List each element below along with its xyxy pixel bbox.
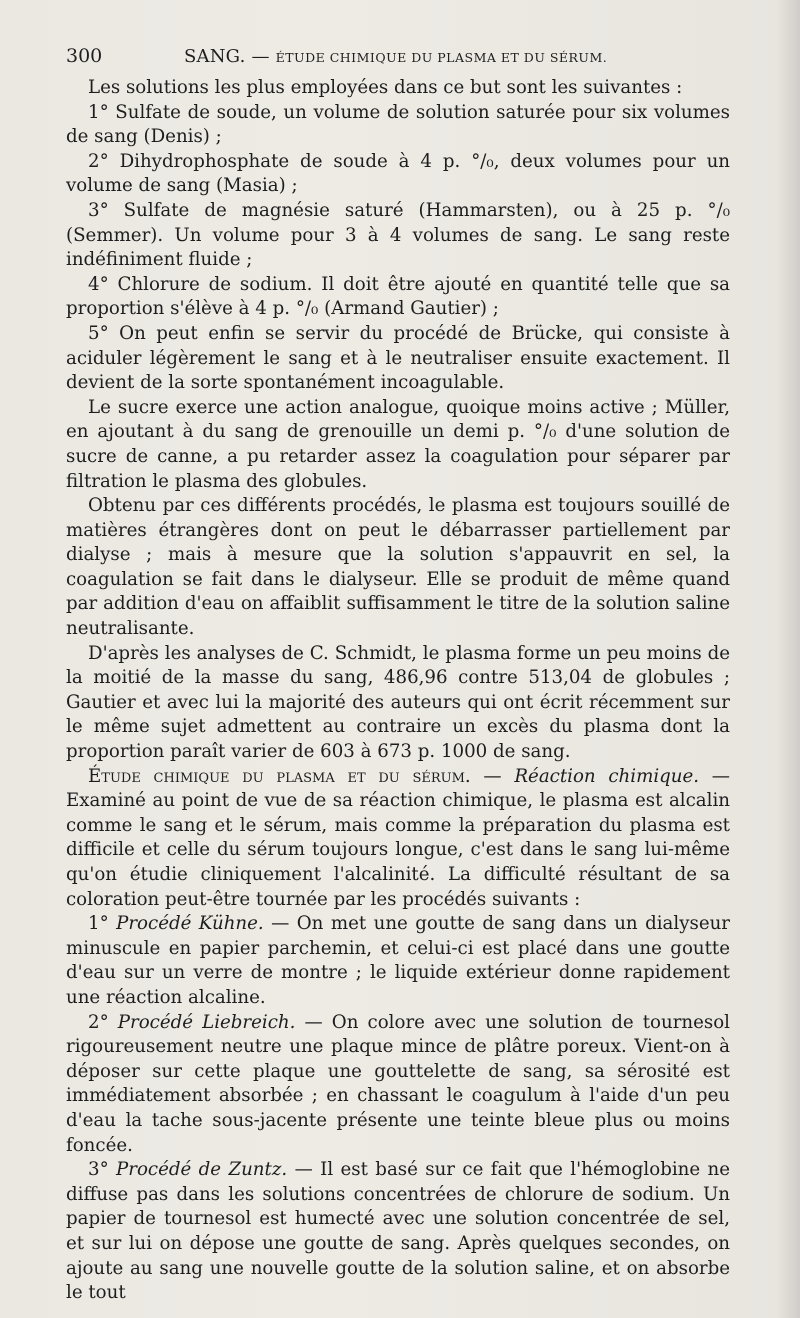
procedure-paragraph: 1° Procédé Kühne. — On met une goutte de sang dans un dialyseur minuscule en papier parchemin, et celui-ci est placé dans une goutte d'eau sur un verre de montre ; le liquide extérieur donne rapidement une réaction alcaline. <box>66 913 730 1008</box>
paragraph: Le sucre exerce une action analogue, quoique moins active ; Müller, en ajoutant à du sang de grenouille un demi p. °/₀ d'une solution de sucre de canne, a pu retarder assez la coagulation pour séparer par filtration le plasma des globules. <box>66 396 730 492</box>
running-head-main: SANG. — <box>184 46 270 67</box>
paragraph: D'après les analyses de C. Schmidt, le plasma forme un peu moins de la moitié de la masse du sang, 486,96 contre 513,04 de globules ; Gautier et avec lui la majorité des auteurs qui ont écrit récemment sur le même sujet admettent au contraire un excès du plasma dont la proportion paraît varier de 603 à 673 p. 1000 de sang. <box>66 642 730 763</box>
running-head-sub: ÉTUDE CHIMIQUE DU PLASMA ET DU SÉRUM. <box>275 50 608 65</box>
paragraph: 1° Sulfate de soude, un volume de solution saturée pour six volumes de sang (Denis) ; <box>66 101 730 148</box>
paragraph: Obtenu par ces différents procédés, le plasma est toujours souillé de matières étrangères dont on peut le débarrasser partiellement par dialyse ; mais à mesure que la solution s'appauvrit en sel, la coagulation se fait dans le dialyseur. Elle se produit de même quand par addition d'eau on affaiblit suffisamment le titre de la solution saline neutralisante. <box>66 495 730 640</box>
running-header <box>66 40 736 70</box>
section-heading: Étude chimique du plasma et du sérum. <box>88 765 471 787</box>
body-text <box>66 76 730 1306</box>
paragraph: Les solutions les plus employées dans ce but sont les suivantes : <box>88 77 683 98</box>
paragraph: 5° On peut enfin se servir du procédé de Brücke, qui consiste à aciduler légèrement le sang et à le neutraliser ensuite exactement. Il devient de la sorte spontanément incoagulable. <box>66 322 730 394</box>
running-head <box>184 46 607 67</box>
section-subheading: Réaction chimique. <box>514 765 700 787</box>
procedure-paragraph: 2° Procédé Liebreich. — On colore avec une solution de tournesol rigoureusement neutre une plaque mince de plâtre poreux. Vient-on à déposer sur cette plaque une gouttelette de sang, sa sérosité est immédiatement absorbée ; en chassant le coagulum à l'aide d'un peu d'eau la tache sous-jacente présente une teinte bleue plus ou moins foncée. <box>66 1011 730 1156</box>
procedure-name: Procédé Kühne. <box>116 913 264 935</box>
paragraph: 2° Dihydrophosphate de soude à 4 p. °/₀, deux volumes pour un volume de sang (Masia) ; <box>66 150 730 197</box>
procedure-name: Procédé Liebreich. <box>117 1011 296 1033</box>
paragraph: 3° Sulfate de magnésie saturé (Hammarsten), ou à 25 p. °/₀ (Semmer). Un volume pour 3 à 4 volumes de sang. Le sang reste indéfiniment fluide ; <box>66 199 730 271</box>
section-paragraph: Étude chimique du plasma et du sérum. — Réaction chimique. — Examiné au point de vue de sa réaction chimique, le plasma est alcalin comme le sang et le sérum, mais comme la préparation du plasma est difficile et celle du sérum toujours longue, c'est dans le sang lui-même qu'on étudie cliniquement l'alcalinité. La difficulté résultant de sa coloration peut-être tournée par les procédés suivants : <box>66 765 730 910</box>
section-text: Examiné au point de vue de sa réaction chimique, le plasma est alcalin comme le sang et le sérum, mais comme la préparation du plasma est difficile et celle du sérum toujours longue, c'est dans le sang lui-même qu'on étudie cliniquement l'alcalinité. La difficulté résultant de sa coloration peut-être tournée par les procédés suivants : <box>66 790 730 910</box>
page-gutter-shadow <box>776 0 800 1318</box>
page-number: 300 <box>66 45 103 67</box>
procedure-paragraph: 3° Procédé de Zuntz. — Il est basé sur ce fait que l'hémoglobine ne diffuse pas dans les solutions concentrées de chlorure de sodium. Un papier de tournesol est humecté avec une solution concentrée de sel, et sur lui on dépose une goutte de sang. Après quelques secondes, on ajoute au sang une nouvelle goutte de la solution saline, et on absorbe le tout <box>66 1159 730 1304</box>
paragraph: 4° Chlorure de sodium. Il doit être ajouté en quantité telle que sa proportion s'élève à 4 p. °/₀ (Armand Gautier) ; <box>66 273 730 320</box>
procedure-name: Procédé de Zuntz. <box>116 1159 288 1181</box>
